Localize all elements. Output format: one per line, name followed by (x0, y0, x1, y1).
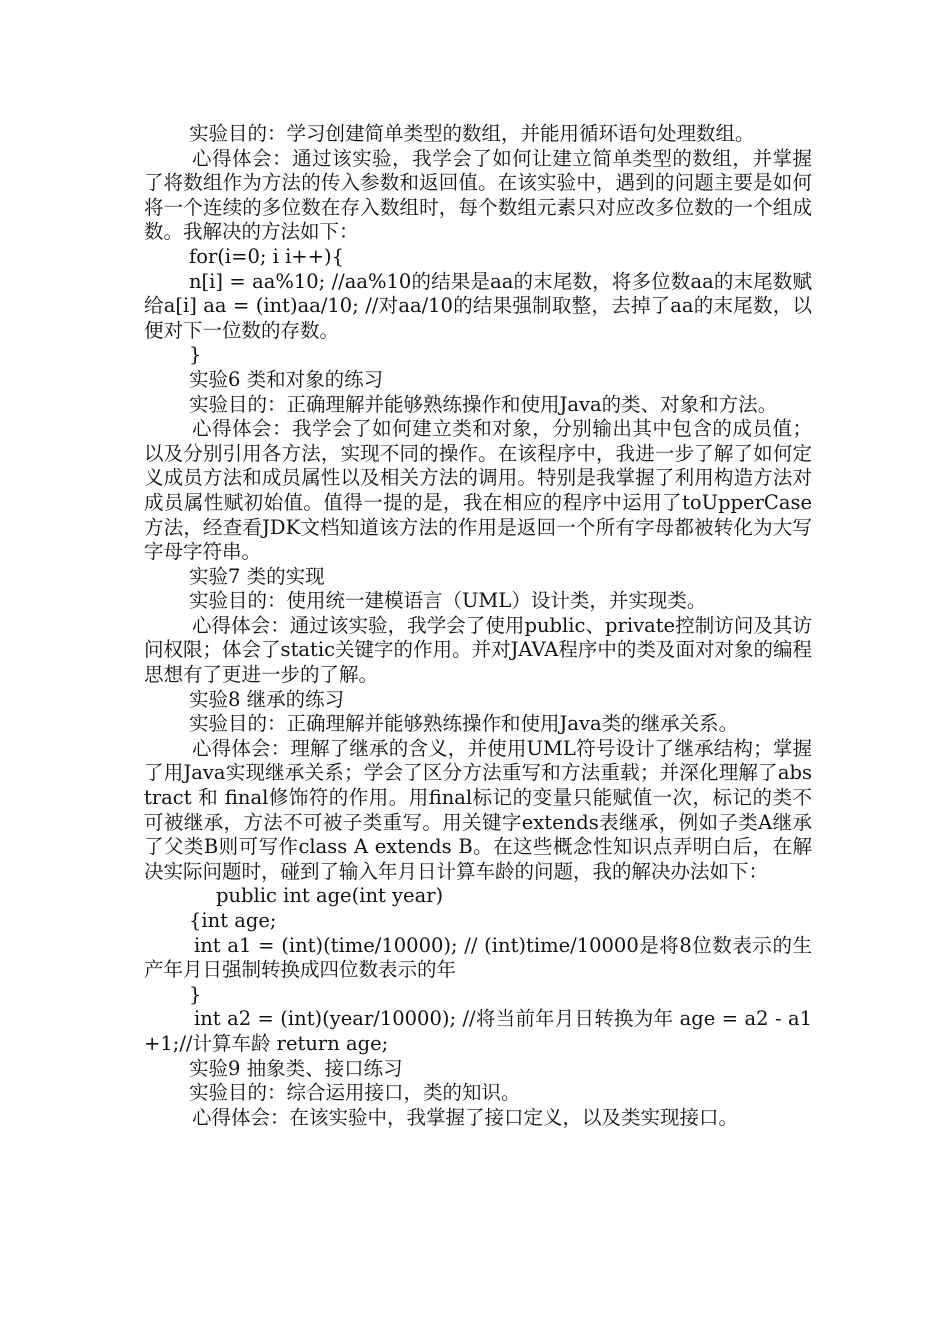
code-line-for-loop: for(i=0; i i++){ (189, 244, 345, 268)
paragraph-lab9-purpose: 实验目的：综合运用接口，类的知识。 (189, 1081, 521, 1105)
heading-lab9: 实验9 抽象类、接口练习 (189, 1056, 403, 1080)
code-line-method-signature: public int age(int year) (216, 884, 444, 908)
code-line-close-brace-2: } (189, 982, 202, 1006)
paragraph-lab7-purpose: 实验目的：使用统一建模语言（UML）设计类，并实现类。 (189, 589, 707, 613)
paragraph-lab8-reflection: 心得体会：理解了继承的含义，并使用UML符号设计了继承结构；掌握了用Java实现继承关系；学会了区分方法重写和方法重载；并深化理解了abstract 和 final修饰符的作用。用final标记的变量只能赋值一次，标记的类不可被继承，方法不可被子类重写。用关键字extends表继承，例如子类A继承了父类B则可写作class A extends B。在这些概念性知识点弄明白后，在解决实际问题时，碰到了输入年月日计算车龄的问题，我的解决办法如下： (144, 736, 812, 883)
heading-lab6: 实验6 类和对象的练习 (189, 367, 384, 391)
paragraph-lab6-reflection: 心得体会：我学会了如何建立类和对象，分别输出其中包含的成员值；以及分别引用各方法，实现不同的操作。在该程序中，我进一步了解了如何定义成员方法和成员属性以及相关方法的调用。特别是我掌握了利用构造方法对成员属性赋初始值。值得一提的是，我在相应的程序中运用了toUpperCase方法，经查看JDK文档知道该方法的作用是返回一个所有字母都被转化为大写字母字符串。 (144, 417, 812, 564)
paragraph-lab8-purpose: 实验目的：正确理解并能够熟练操作和使用Java类的继承关系。 (189, 712, 739, 736)
paragraph-lab5-reflection: 心得体会：通过该实验，我学会了如何让建立简单类型的数组，并掌握了将数组作为方法的传入参数和返回值。在该实验中，遇到的问题主要是如何将一个连续的多位数在存入数组时，每个数组元素只对应改多位数的一个组成数。我解决的方法如下： (144, 146, 812, 244)
paragraph-lab7-reflection: 心得体会：通过该实验，我学会了使用public、private控制访问及其访问权限；体会了static关键字的作用。并对JAVA程序中的类及面对对象的编程思想有了更进一步的了解。 (144, 613, 812, 687)
document-body (144, 122, 812, 1130)
code-line-int-age: {int age; (189, 909, 277, 932)
paragraph-lab6-purpose: 实验目的：正确理解并能够熟练操作和使用Java的类、对象和方法。 (189, 392, 778, 416)
code-line-modulo: n[i] = aa%10; //aa%10的结果是aa的末尾数，将多位数aa的末尾数赋给a[i] aa = (int)aa/10; //对aa/10的结果强制取整，去掉了aa的末尾数，以便对下一位数的存数。 (144, 269, 812, 342)
heading-lab7: 实验7 类的实现 (189, 564, 325, 588)
code-line-a2: int a2 = (int)(year/10000); //将当前年月日转换为年 age = a2 - a1 +1;//计算车龄 return age; (144, 1007, 812, 1055)
paragraph-lab9-reflection: 心得体会：在该实验中，我掌握了接口定义，以及类实现接口。 (192, 1105, 739, 1129)
code-line-close-brace: } (189, 343, 202, 367)
paragraph-lab5-purpose: 实验目的：学习创建简单类型的数组，并能用循环语句处理数组。 (189, 122, 755, 145)
heading-lab8: 实验8 继承的练习 (189, 687, 345, 711)
code-line-a1: int a1 = (int)(time/10000); // (int)time/10000是将8位数表示的生产年月日强制转换成四位数表示的年 (144, 933, 812, 982)
